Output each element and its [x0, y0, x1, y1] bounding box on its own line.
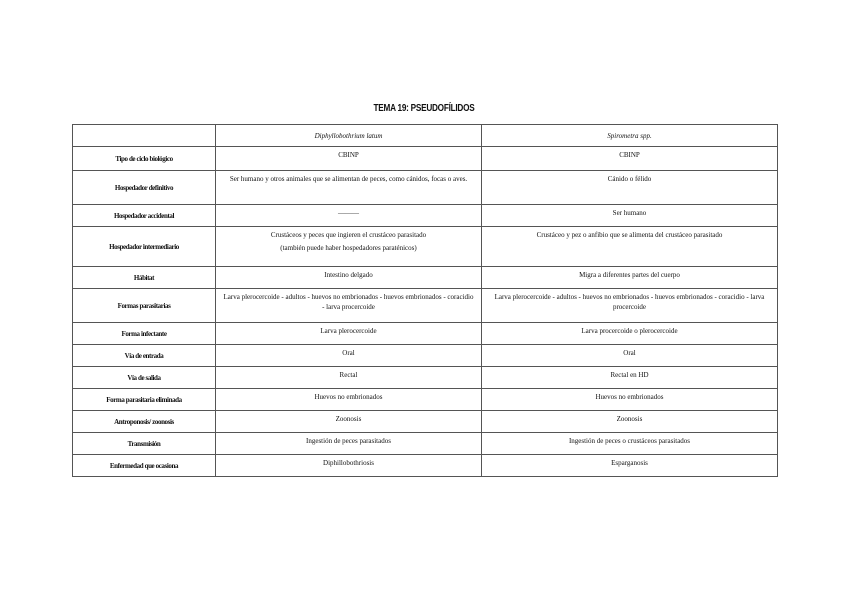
cell-diphyllobothrium: CBINP	[216, 147, 482, 171]
row-label: Hábitat	[73, 267, 216, 289]
cell-spirometra: Oral	[482, 345, 778, 367]
table-row	[73, 411, 778, 433]
cell-spirometra: Ingestión de peces o crustáceos parasitados	[482, 433, 778, 455]
cell-spirometra: Ser humano	[482, 205, 778, 227]
cell-spirometra: Zoonosis	[482, 411, 778, 433]
table-row	[73, 171, 778, 205]
cell-spirometra: Larva procercoide o plerocercoide	[482, 323, 778, 345]
row-label: Formas parasitarias	[73, 289, 216, 323]
comparison-table	[72, 124, 778, 477]
row-label: Hospedador accidental	[73, 205, 216, 227]
cell-note: (también puede haber hospedadores paraténicos)	[280, 244, 417, 252]
row-label: Vía de salida	[73, 367, 216, 389]
cell-diphyllobothrium: Huevos no embrionados	[216, 389, 482, 411]
cell-spirometra: CBINP	[482, 147, 778, 171]
table-row	[73, 147, 778, 171]
table-row	[73, 205, 778, 227]
cell-text: Crustáceos y peces que ingieren el crustáceo parasitado	[270, 231, 427, 239]
table-header-row	[73, 125, 778, 147]
page-title: TEMA 19: PSEUDOFÍLIDOS	[373, 103, 475, 114]
cell-spirometra: Crustáceo y pez o anfibio que se alimenta del crustáceo parasitado	[482, 227, 778, 267]
row-label: Vía de entrada	[73, 345, 216, 367]
cell-diphyllobothrium: Ingestión de peces parasitados	[216, 433, 482, 455]
header-empty	[73, 125, 216, 147]
cell-spirometra: Huevos no embrionados	[482, 389, 778, 411]
row-label: Forma infectante	[73, 323, 216, 345]
row-label: Hospedador intermediario	[73, 227, 216, 267]
cell-spirometra: Rectal en HD	[482, 367, 778, 389]
table-row	[73, 433, 778, 455]
header-spirometra: Spirometra spp.	[482, 125, 778, 147]
table-row	[73, 323, 778, 345]
cell-diphyllobothrium: Larva plerocercoide - adultos - huevos no embrionados - huevos embrionados - coracidio - larva procercoide	[216, 289, 482, 323]
cell-diphyllobothrium: Oral	[216, 345, 482, 367]
cell-spirometra: Migra a diferentes partes del cuerpo	[482, 267, 778, 289]
cell-diphyllobothrium: Intestino delgado	[216, 267, 482, 289]
cell-diphyllobothrium: Zoonosis	[216, 411, 482, 433]
row-label: Forma parasitaria eliminada	[73, 389, 216, 411]
row-label: Tipo de ciclo biológico	[73, 147, 216, 171]
row-label: Transmisión	[73, 433, 216, 455]
header-diphyllobothrium: Diphyllobothrium latum	[216, 125, 482, 147]
table-row	[73, 455, 778, 477]
table-row	[73, 389, 778, 411]
row-label: Antroponosis/ zoonosis	[73, 411, 216, 433]
cell-diphyllobothrium: Rectal	[216, 367, 482, 389]
table-row	[73, 367, 778, 389]
cell-spirometra: Cánido o félido	[482, 171, 778, 205]
table-row	[73, 227, 778, 267]
cell-diphyllobothrium: ———	[216, 205, 482, 227]
table-row	[73, 289, 778, 323]
cell-diphyllobothrium: Ser humano y otros animales que se alimentan de peces, como cánidos, focas o aves.	[216, 171, 482, 205]
cell-diphyllobothrium: Diphillobothriosis	[216, 455, 482, 477]
row-label: Enfermedad que ocasiona	[73, 455, 216, 477]
table-row	[73, 267, 778, 289]
cell-spirometra: Esparganosis	[482, 455, 778, 477]
row-label: Hospedador definitivo	[73, 171, 216, 205]
cell-diphyllobothrium: Larva plerocercoide	[216, 323, 482, 345]
cell-spirometra: Larva plerocercoide - adultos - huevos no embrionados - huevos embrionados - coracidio - larva procercoide	[482, 289, 778, 323]
table-row	[73, 345, 778, 367]
cell-diphyllobothrium	[216, 227, 482, 267]
